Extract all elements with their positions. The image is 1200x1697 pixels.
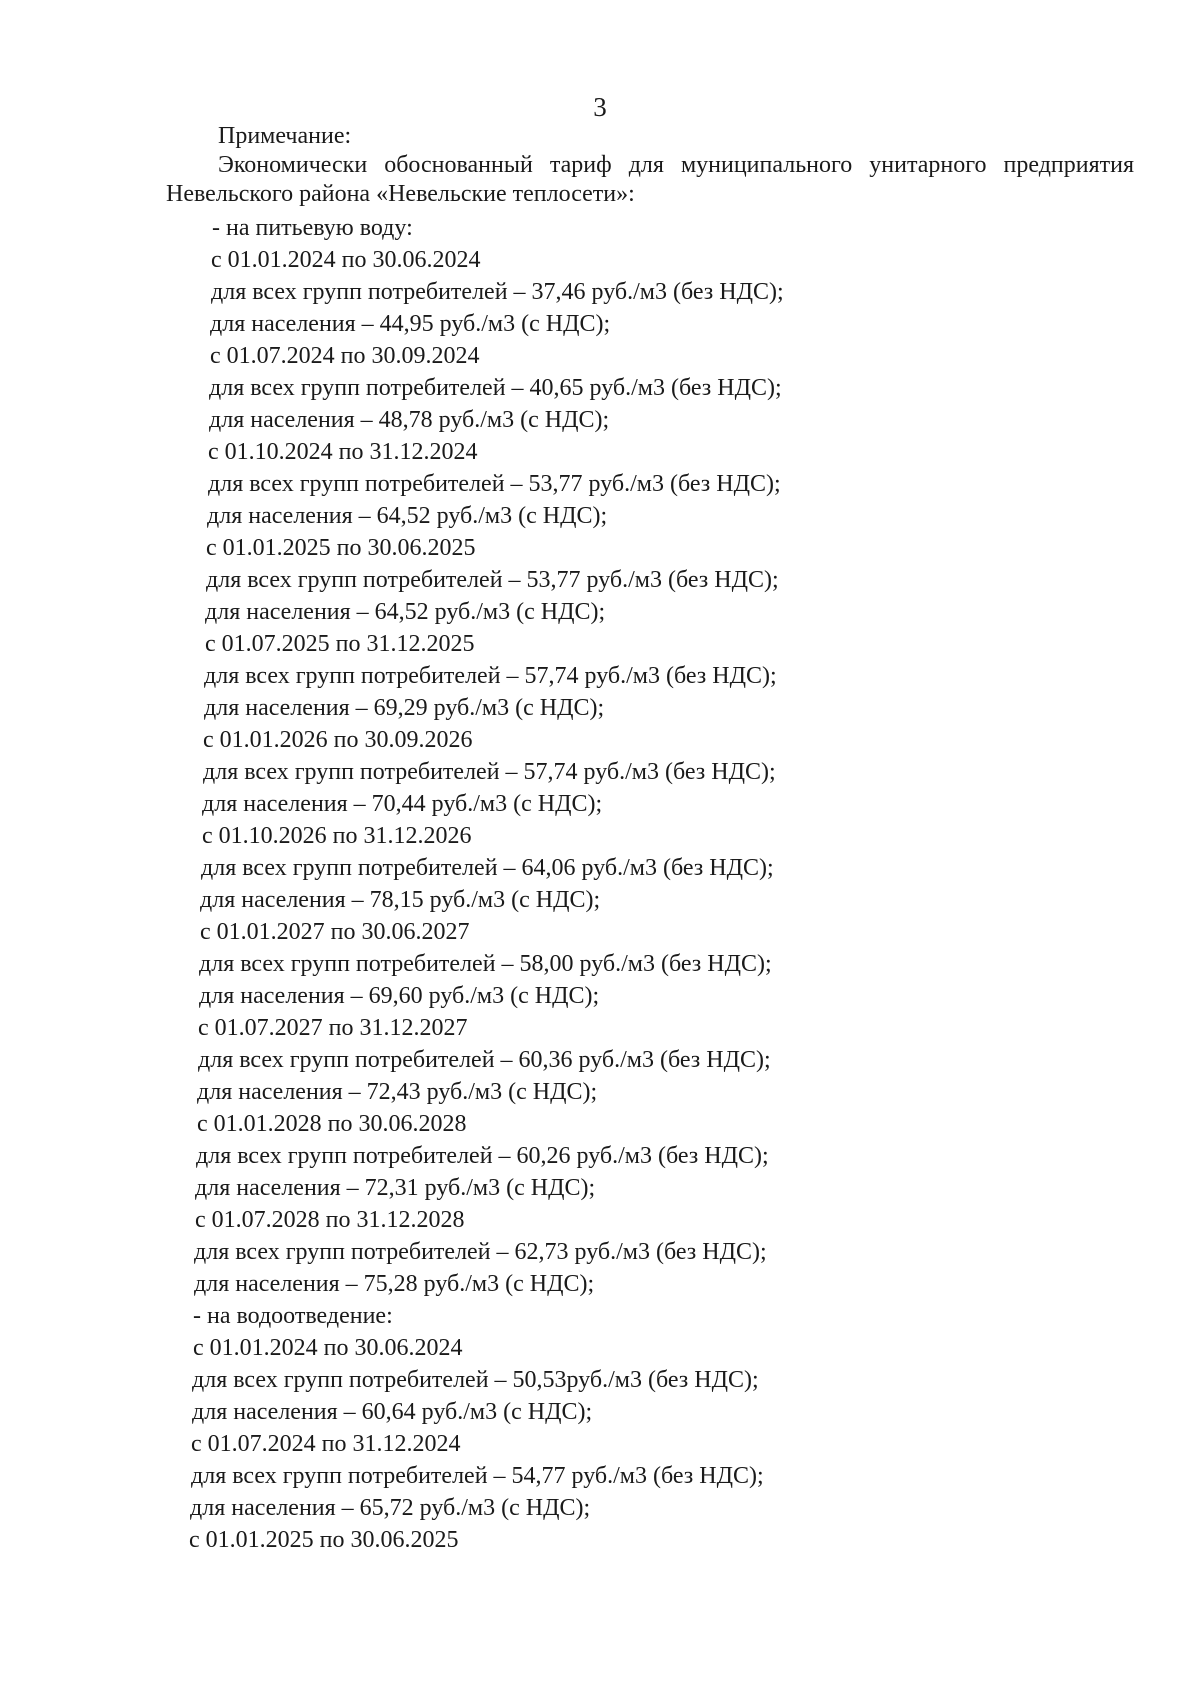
tariff-line: с 01.07.2027 по 31.12.2027: [198, 1015, 468, 1041]
tariff-line: с 01.10.2024 по 31.12.2024: [208, 439, 478, 465]
tariff-line: с 01.01.2026 по 30.09.2026: [203, 727, 473, 753]
tariff-line: для всех групп потребителей – 64,06 руб./м3 (без НДС);: [201, 855, 774, 881]
tariff-line: для всех групп потребителей – 54,77 руб./м3 (без НДС);: [191, 1463, 764, 1489]
tariff-line: для населения – 70,44 руб./м3 (с НДС);: [202, 791, 603, 817]
tariff-line: с 01.01.2025 по 30.06.2025: [189, 1527, 459, 1553]
tariff-line: для всех групп потребителей – 60,36 руб./м3 (без НДС);: [198, 1047, 771, 1073]
tariff-line: - на водоотведение:: [193, 1303, 393, 1329]
tariff-line: для населения – 48,78 руб./м3 (с НДС);: [209, 407, 610, 433]
intro-second-line: Невельского района «Невельские теплосети»:: [166, 181, 635, 207]
tariff-line: с 01.01.2028 по 30.06.2028: [197, 1111, 467, 1137]
tariff-line: с 01.01.2024 по 30.06.2024: [211, 247, 481, 273]
tariff-line: для населения – 69,60 руб./м3 (с НДС);: [199, 983, 600, 1009]
note-heading: Примечание:: [218, 123, 352, 149]
tariff-line: для населения – 72,43 руб./м3 (с НДС);: [197, 1079, 598, 1105]
intro-first-line: Экономически обоснованный тариф для муниципального унитарного предприятия: [218, 152, 1134, 178]
tariff-line: с 01.01.2025 по 30.06.2025: [206, 535, 476, 561]
note-header: [166, 122, 1134, 209]
tariff-line: с 01.07.2024 по 31.12.2024: [191, 1431, 461, 1457]
tariff-line: для всех групп потребителей – 60,26 руб./м3 (без НДС);: [196, 1143, 769, 1169]
tariff-line: для всех групп потребителей – 62,73 руб./м3 (без НДС);: [194, 1239, 767, 1265]
tariff-line: для населения – 78,15 руб./м3 (с НДС);: [200, 887, 601, 913]
tariff-list: [189, 212, 1112, 1556]
tariff-line: с 01.10.2026 по 31.12.2026: [202, 823, 472, 849]
tariff-line: с 01.01.2024 по 30.06.2024: [193, 1335, 463, 1361]
tariff-line: для всех групп потребителей – 57,74 руб./м3 (без НДС);: [204, 663, 777, 689]
tariff-line: для всех групп потребителей – 37,46 руб./м3 (без НДС);: [211, 279, 784, 305]
tariff-line: для населения – 60,64 руб./м3 (с НДС);: [192, 1399, 593, 1425]
tariff-line: с 01.07.2024 по 30.09.2024: [210, 343, 480, 369]
tariff-line: для населения – 65,72 руб./м3 (с НДС);: [190, 1495, 591, 1521]
tariff-line: для всех групп потребителей – 57,74 руб./м3 (без НДС);: [203, 759, 776, 785]
page-number: 3: [593, 92, 607, 122]
tariff-line: для всех групп потребителей – 58,00 руб./м3 (без НДС);: [199, 951, 772, 977]
tariff-line: для населения – 69,29 руб./м3 (с НДС);: [204, 695, 605, 721]
tariff-line: для населения – 64,52 руб./м3 (с НДС);: [205, 599, 606, 625]
tariff-line: для всех групп потребителей – 53,77 руб./м3 (без НДС);: [208, 471, 781, 497]
tariff-line: - на питьевую воду:: [212, 215, 413, 241]
tariff-line: для всех групп потребителей – 40,65 руб./м3 (без НДС);: [209, 375, 782, 401]
tariff-line: для всех групп потребителей – 50,53руб./м3 (без НДС);: [192, 1367, 759, 1393]
tariff-line: с 01.01.2027 по 30.06.2027: [200, 919, 470, 945]
tariff-line: с 01.07.2028 по 31.12.2028: [195, 1207, 465, 1233]
tariff-line: с 01.07.2025 по 31.12.2025: [205, 631, 475, 657]
tariff-line: для населения – 72,31 руб./м3 (с НДС);: [195, 1175, 596, 1201]
tariff-line: для населения – 75,28 руб./м3 (с НДС);: [194, 1271, 595, 1297]
tariff-line: для населения – 44,95 руб./м3 (с НДС);: [210, 311, 611, 337]
tariff-line: для населения – 64,52 руб./м3 (с НДС);: [207, 503, 608, 529]
tariff-line: для всех групп потребителей – 53,77 руб./м3 (без НДС);: [206, 567, 779, 593]
